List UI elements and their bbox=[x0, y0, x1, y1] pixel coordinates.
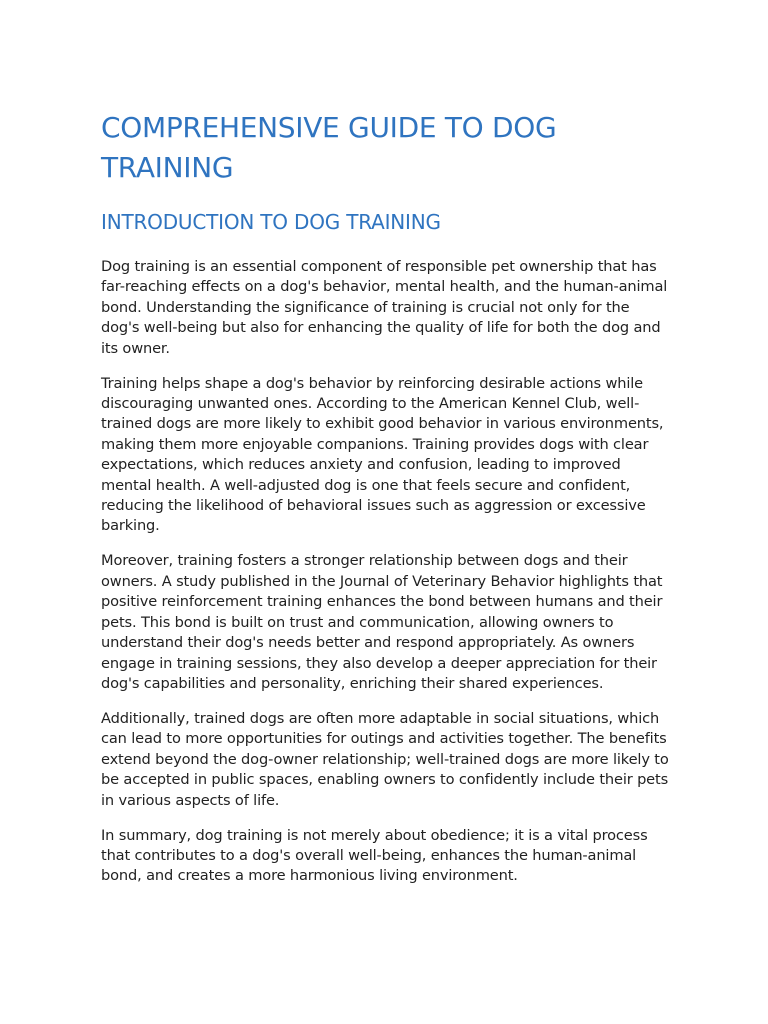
paragraph: Training helps shape a dog's behavior by reinforcing desirable actions while discouraging unwanted ones. According to the American Kennel Club, well-trained dogs are more likely to exhibit good behavior in various environments, making them more enjoyable companions. Training provides dogs with clear expectations, which reduces anxiety and confusion, leading to improved mental health. A well-adjusted dog is one that feels secure and confident, reducing the likelihood of behavioral issues such as aggression or excessive barking. bbox=[101, 374, 664, 535]
paragraph: In summary, dog training is not merely about obedience; it is a vital process that contributes to a dog's overall well-being, enhances the human-animal bond, and creates a more harmonious living environment. bbox=[101, 826, 648, 885]
document-page bbox=[101, 108, 671, 901]
document-title: COMPREHENSIVE GUIDE TO DOG TRAINING bbox=[101, 111, 557, 184]
paragraph: Moreover, training fosters a stronger relationship between dogs and their owners. A study published in the Journal of Veterinary Behavior highlights that positive reinforcement training enhances the bond between humans and their pets. This bond is built on trust and communication, allowing owners to understand their dog's needs better and respond appropriately. As owners engage in training sessions, they also develop a deeper appreciation for their dog's capabilities and personality, enriching their shared experiences. bbox=[101, 552, 663, 692]
paragraph: Dog training is an essential component of responsible pet ownership that has far-reaching effects on a dog's behavior, mental health, and the human-animal bond. Understanding the significance of training is crucial not only for the dog's well-being but also for enhancing the quality of life for both the dog and its owner. bbox=[101, 258, 668, 357]
section-heading: INTRODUCTION TO DOG TRAINING bbox=[101, 210, 441, 234]
body-text bbox=[101, 257, 671, 887]
paragraph: Additionally, trained dogs are often more adaptable in social situations, which can lead to more opportunities for outings and activities together. The benefits extend beyond the dog-owner relationship; well-trained dogs are more likely to be accepted in public spaces, enabling owners to confidently include their pets in various aspects of life. bbox=[101, 709, 669, 809]
